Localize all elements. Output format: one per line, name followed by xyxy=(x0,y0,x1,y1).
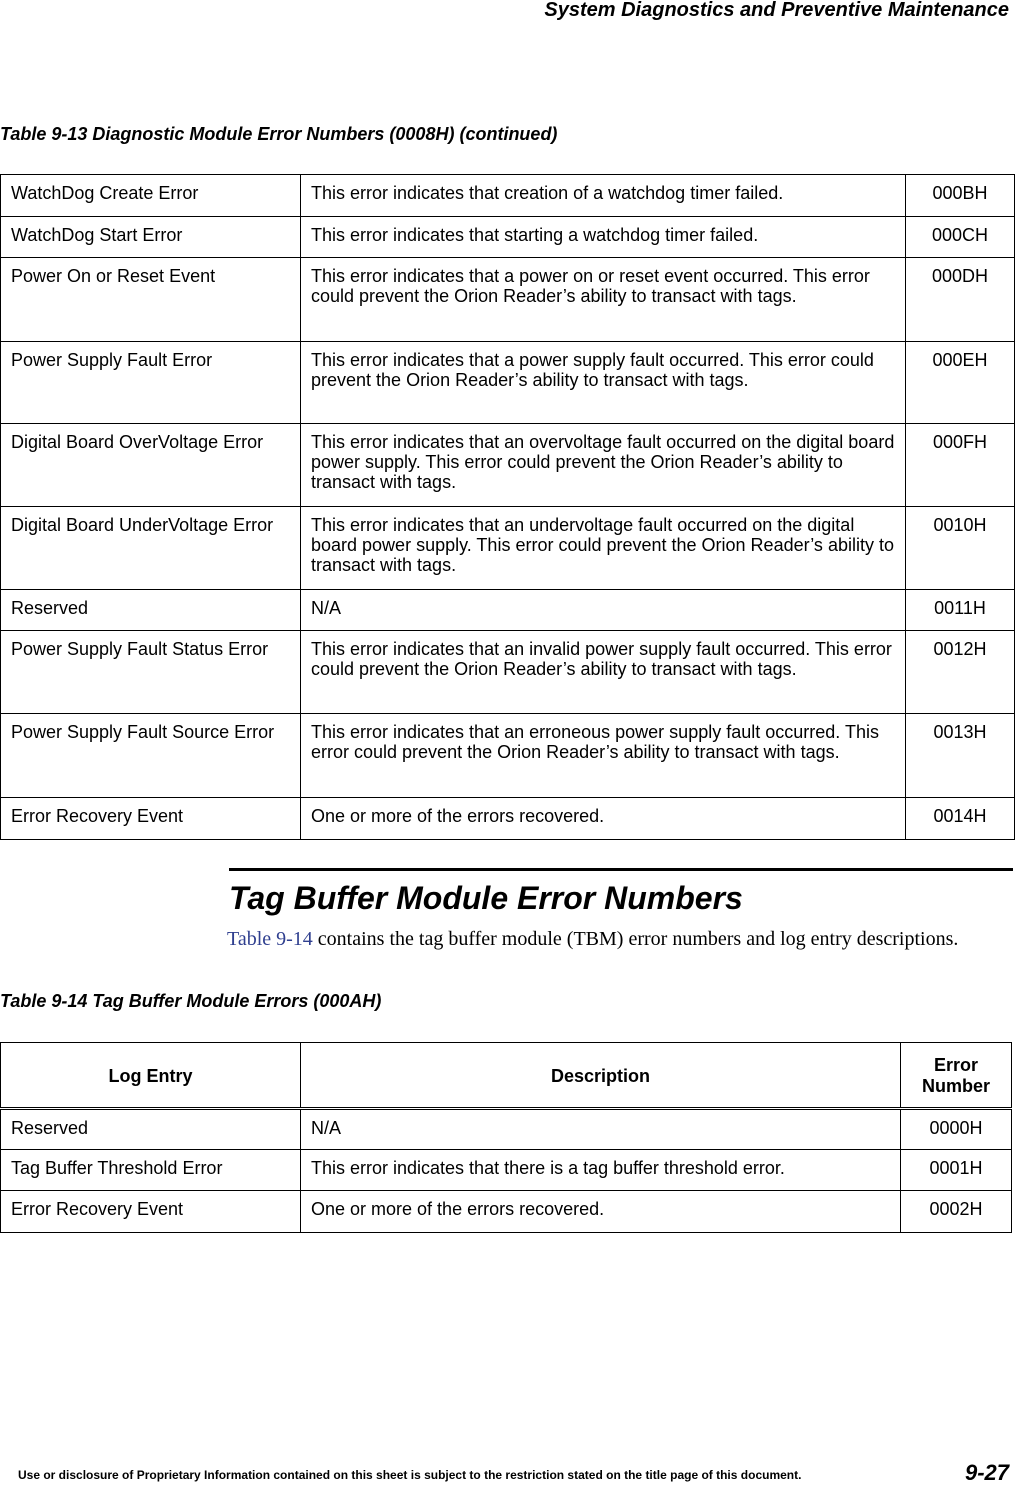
table-9-13-caption: Table 9-13 Diagnostic Module Error Numbers (0008H) (continued) xyxy=(0,124,558,144)
table-9-14-link[interactable]: Table 9-14 xyxy=(227,928,313,950)
table-header-row xyxy=(1,1043,1012,1109)
table-row xyxy=(1,1150,1012,1191)
error-number-cell: 0011H xyxy=(906,590,1015,631)
error-number-cell: 000DH xyxy=(906,258,1015,342)
running-header: System Diagnostics and Preventive Maintenance xyxy=(544,0,1009,21)
description-cell: One or more of the errors recovered. xyxy=(301,798,906,840)
error-number-cell: 0000H xyxy=(901,1109,1012,1150)
error-number-cell: 000BH xyxy=(906,175,1015,217)
table-row xyxy=(1,1191,1012,1233)
table-row xyxy=(1,590,1015,631)
log-entry-cell: WatchDog Create Error xyxy=(1,175,301,217)
log-entry-cell: Power Supply Fault Error xyxy=(1,342,301,424)
error-number-cell: 000EH xyxy=(906,342,1015,424)
log-entry-cell: WatchDog Start Error xyxy=(1,217,301,258)
description-cell: This error indicates that a power supply fault occurred. This error could prevent the Orion Reader’s ability to transact with tags. xyxy=(301,342,906,424)
table-row xyxy=(1,714,1015,798)
error-number-cell: 000FH xyxy=(906,424,1015,507)
table-9-14 xyxy=(0,1042,1012,1233)
section-heading: Tag Buffer Module Error Numbers xyxy=(229,880,743,916)
section-paragraph xyxy=(227,926,987,953)
log-entry-cell: Error Recovery Event xyxy=(1,798,301,840)
header-error-number: Error Number xyxy=(901,1043,1012,1109)
description-cell: This error indicates that an erroneous power supply fault occurred. This error could prevent the Orion Reader’s ability to transact with tags. xyxy=(301,714,906,798)
table-row xyxy=(1,258,1015,342)
page-number: 9-27 xyxy=(964,1460,1009,1485)
section-paragraph-text: contains the tag buffer module (TBM) error numbers and log entry descriptions. xyxy=(312,928,959,950)
table-row xyxy=(1,342,1015,424)
error-number-cell: 0002H xyxy=(901,1191,1012,1233)
table-9-14-caption: Table 9-14 Tag Buffer Module Errors (000AH) xyxy=(0,991,382,1011)
error-number-cell: 0012H xyxy=(906,631,1015,714)
description-cell: This error indicates that an overvoltage fault occurred on the digital board power supply. This error could prevent the Orion Reader’s ability to transact with tags. xyxy=(301,424,906,507)
error-number-cell: 0014H xyxy=(906,798,1015,840)
log-entry-cell: Error Recovery Event xyxy=(1,1191,301,1233)
table-row xyxy=(1,424,1015,507)
description-cell: This error indicates that starting a watchdog timer failed. xyxy=(301,217,906,258)
log-entry-cell: Tag Buffer Threshold Error xyxy=(1,1150,301,1191)
table-row xyxy=(1,507,1015,590)
description-cell: This error indicates that there is a tag buffer threshold error. xyxy=(301,1150,901,1191)
footer-disclaimer: Use or disclosure of Proprietary Information contained on this sheet is subject to the restriction stated on the title page of this document. xyxy=(18,1468,802,1482)
log-entry-cell: Power On or Reset Event xyxy=(1,258,301,342)
error-number-cell: 000CH xyxy=(906,217,1015,258)
log-entry-cell: Power Supply Fault Source Error xyxy=(1,714,301,798)
description-cell: N/A xyxy=(301,1109,901,1150)
header-description: Description xyxy=(301,1043,901,1109)
table-row xyxy=(1,631,1015,714)
description-cell: This error indicates that an undervoltage fault occurred on the digital board power supply. This error could prevent the Orion Reader’s ability to transact with tags. xyxy=(301,507,906,590)
section-rule xyxy=(229,868,1013,871)
error-number-cell: 0010H xyxy=(906,507,1015,590)
log-entry-cell: Digital Board OverVoltage Error xyxy=(1,424,301,507)
table-9-13 xyxy=(0,174,1015,840)
log-entry-cell: Reserved xyxy=(1,1109,301,1150)
table-row xyxy=(1,175,1015,217)
log-entry-cell: Digital Board UnderVoltage Error xyxy=(1,507,301,590)
error-number-cell: 0013H xyxy=(906,714,1015,798)
table-row xyxy=(1,1109,1012,1150)
table-row xyxy=(1,798,1015,840)
description-cell: This error indicates that an invalid power supply fault occurred. This error could prevent the Orion Reader’s ability to transact with tags. xyxy=(301,631,906,714)
error-number-cell: 0001H xyxy=(901,1150,1012,1191)
description-cell: One or more of the errors recovered. xyxy=(301,1191,901,1233)
header-log-entry: Log Entry xyxy=(1,1043,301,1109)
description-cell: This error indicates that a power on or reset event occurred. This error could prevent the Orion Reader’s ability to transact with tags. xyxy=(301,258,906,342)
description-cell: This error indicates that creation of a watchdog timer failed. xyxy=(301,175,906,217)
log-entry-cell: Reserved xyxy=(1,590,301,631)
log-entry-cell: Power Supply Fault Status Error xyxy=(1,631,301,714)
table-row xyxy=(1,217,1015,258)
description-cell: N/A xyxy=(301,590,906,631)
